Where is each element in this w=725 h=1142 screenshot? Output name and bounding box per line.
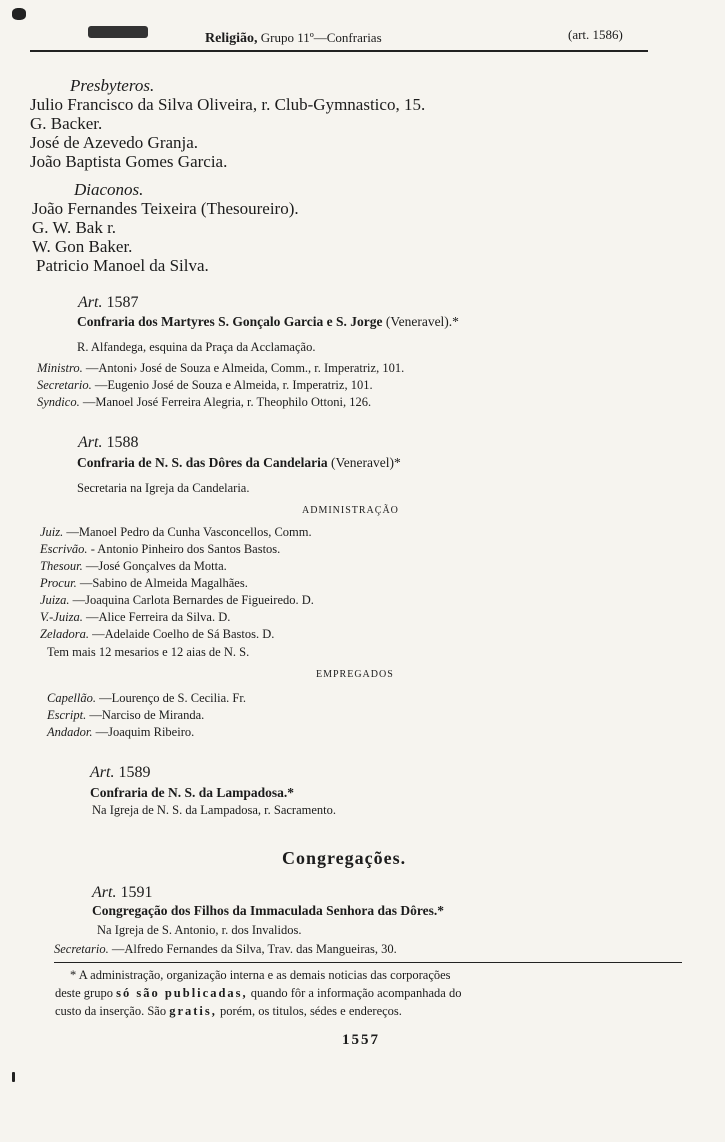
presbyteros-name: Julio Francisco da Silva Oliveira, r. Club-Gymnastico, 15. xyxy=(30,95,426,114)
article-address: Secretaria na Igreja da Candelaria. xyxy=(77,481,250,495)
article-number-value: 1588 xyxy=(106,434,139,451)
staff-line: Escript. —Narciso de Miranda. xyxy=(47,708,205,722)
presbyteros-heading: Presbyteros. xyxy=(70,76,155,95)
header-group: Grupo 11º—Confrarias xyxy=(260,30,382,45)
article-label: Art. xyxy=(90,764,115,781)
officer-line: Secretario. —Alfredo Fernandes da Silva, Trav. das Mangueiras, 30. xyxy=(54,942,397,956)
admin-line: Juiza. —Joaquina Carlota Bernardes de Figueiredo. D. xyxy=(40,593,314,607)
footnote-line: * A administração, organização interna e as demais noticias das corporações xyxy=(70,968,451,982)
diaconos-name: G. W. Bak r. xyxy=(32,218,117,237)
article-address: R. Alfandega, esquina da Praça da Acclamação. xyxy=(77,340,316,354)
diaconos-name: W. Gon Baker. xyxy=(32,237,133,256)
header-title: Religião, xyxy=(205,31,258,46)
footnote-star: * xyxy=(70,968,77,982)
staff-line: Andador. —Joaquim Ribeiro. xyxy=(47,725,195,739)
article-label: Art. xyxy=(78,434,103,451)
header-rule xyxy=(30,50,648,52)
article-address: Na Igreja de S. Antonio, r. dos Invalidos. xyxy=(97,923,302,937)
article-title: Confraria dos Martyres S. Gonçalo Garcia e S. Jorge (Veneravel).* xyxy=(77,314,459,329)
diaconos-name: Patricio Manoel da Silva. xyxy=(36,256,209,275)
admin-line: Procur. —Sabino de Almeida Magalhães. xyxy=(40,576,248,590)
section-heading-administracao: ADMINISTRAÇÃO xyxy=(302,505,399,516)
section-heading-empregados: EMPREGADOS xyxy=(316,669,394,680)
article-number-value: 1589 xyxy=(118,764,151,781)
article-title: Congregação dos Filhos da Immaculada Senhora das Dôres.* xyxy=(92,903,445,918)
running-header xyxy=(205,30,382,47)
presbyteros-name: José de Azevedo Granja. xyxy=(30,133,199,152)
footnote-line: custo da inserção. São gratis, porém, os titulos, sédes e endereços. xyxy=(55,1004,402,1018)
header-article-ref: (art. 1586) xyxy=(568,27,623,42)
staff-line: Capellão. —Lourenço de S. Cecilia. Fr. xyxy=(47,691,246,705)
footnote-line: deste grupo só são publicadas, quando fôr a informação acompanhada do xyxy=(55,986,462,1000)
ink-mark-bottom-left xyxy=(12,1072,15,1082)
ink-blot-top-left xyxy=(12,8,26,20)
admin-line: Escrivão. - Antonio Pinheiro dos Santos Bastos. xyxy=(40,542,281,556)
officer-line: Secretario. —Eugenio José de Souza e Almeida, r. Imperatriz, 101. xyxy=(37,378,373,392)
section-heading-congregacoes: Congregações. xyxy=(282,848,407,868)
officer-line: Ministro. —Antoni› José de Souza e Almeida, Comm., r. Imperatriz, 101. xyxy=(37,361,405,375)
admin-line: Zeladora. —Adelaide Coelho de Sá Bastos. D. xyxy=(40,627,275,641)
footnote-rule xyxy=(54,962,682,963)
header-ornament xyxy=(88,26,148,38)
article-number xyxy=(78,434,138,452)
officer-line: Syndico. —Manoel José Ferreira Alegria, r. Theophilo Ottoni, 126. xyxy=(37,395,372,409)
article-label: Art. xyxy=(92,884,117,901)
admin-extra-note: Tem mais 12 mesarios e 12 aias de N. S. xyxy=(47,645,250,659)
diaconos-name: João Fernandes Teixeira (Thesoureiro). xyxy=(32,199,299,218)
article-title: Confraria de N. S. da Lampadosa.* xyxy=(90,785,295,800)
article-label: Art. xyxy=(78,294,103,311)
article-number-value: 1591 xyxy=(120,884,153,901)
diaconos-heading: Diaconos. xyxy=(74,180,144,199)
article-address: Na Igreja de N. S. da Lampadosa, r. Sacramento. xyxy=(92,803,337,817)
presbyteros-name: João Baptista Gomes Garcia. xyxy=(30,152,228,171)
article-number-value: 1587 xyxy=(106,294,139,311)
article-number xyxy=(92,884,152,902)
article-number xyxy=(78,294,138,312)
article-number xyxy=(90,764,150,782)
presbyteros-name: G. Backer. xyxy=(30,114,103,133)
admin-line: V.-Juiza. —Alice Ferreira da Silva. D. xyxy=(40,610,231,624)
article-title: Confraria de N. S. das Dôres da Candelaria (Veneravel)* xyxy=(77,455,401,470)
admin-line: Juiz. —Manoel Pedro da Cunha Vasconcellos, Comm. xyxy=(40,525,312,539)
page-number: 1557 xyxy=(342,1032,380,1048)
admin-line: Thesour. —José Gonçalves da Motta. xyxy=(40,559,227,573)
